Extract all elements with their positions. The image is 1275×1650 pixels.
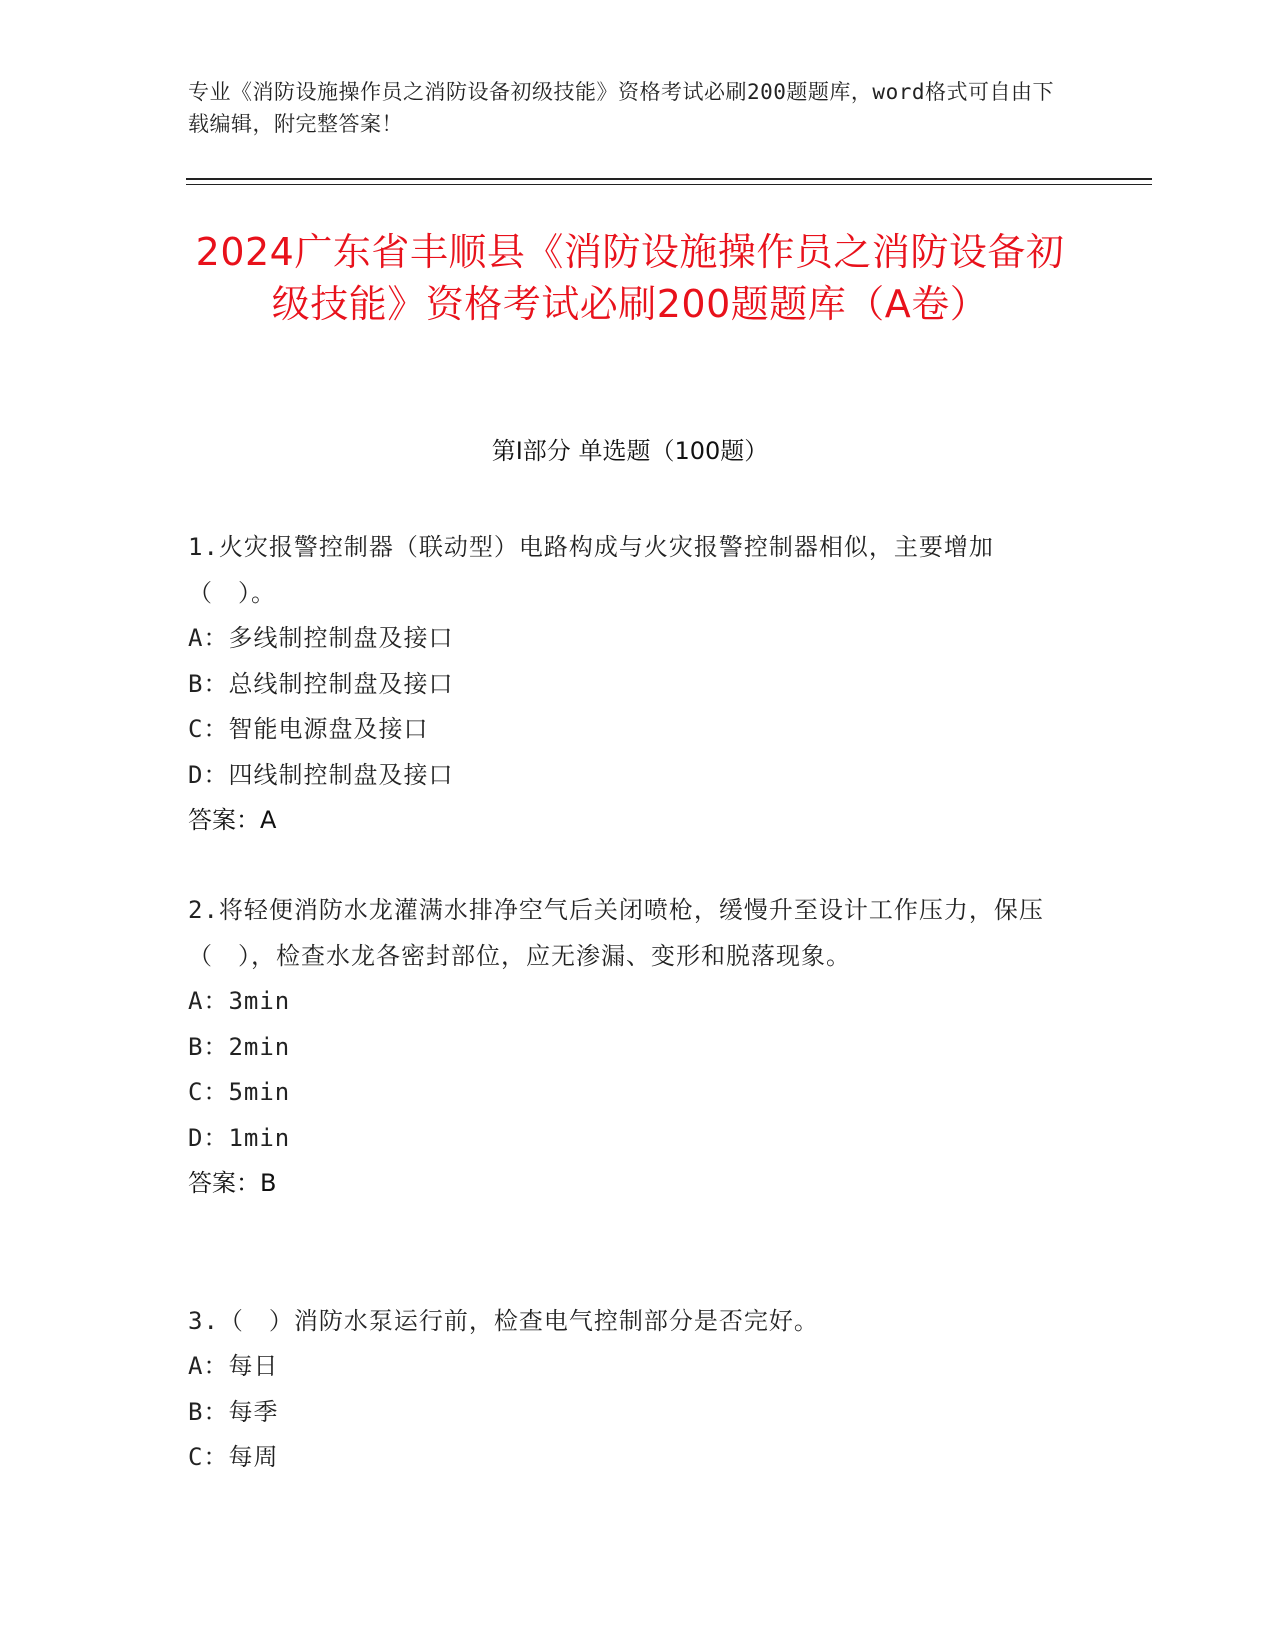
answer-line: 答案：A (188, 806, 277, 834)
question-stem: 1.火灾报警控制器（联动型）电路构成与火灾报警控制器相似，主要增加（ ）。 (188, 533, 994, 607)
header-divider-thick (186, 178, 1152, 180)
option-b: B：总线制控制盘及接口 (188, 669, 454, 698)
question-stem: 3.（ ）消防水泵运行前，检查电气控制部分是否完好。 (188, 1307, 819, 1335)
option-b: B：2min (188, 1032, 291, 1061)
option-a: A：多线制控制盘及接口 (188, 624, 454, 652)
option-a: A：3min (188, 987, 291, 1015)
page-title: 2024广东省丰顺县《消防设施操作员之消防设备初级技能》资格考试必刷200题题库（A卷） (195, 230, 1065, 326)
option-c: C：每周 (188, 1443, 279, 1471)
option-c: C：5min (188, 1078, 291, 1106)
option-b: B：每季 (188, 1397, 279, 1426)
answer-line: 答案：B (188, 1169, 277, 1197)
question-item (188, 524, 1068, 842)
question-item (188, 887, 1068, 1205)
option-a: A：每日 (188, 1352, 279, 1380)
section-title: 第Ⅰ部分 单选题（100题） (491, 437, 769, 465)
option-d: D：1min (188, 1123, 291, 1152)
option-d: D：四线制控制盘及接口 (188, 760, 454, 789)
option-c: C：智能电源盘及接口 (188, 715, 429, 743)
question-item (188, 1298, 1068, 1481)
question-stem: 2.将轻便消防水龙灌满水排净空气后关闭喷枪，缓慢升至设计工作压力，保压（ ），检查水龙各密封部位，应无渗漏、变形和脱落现象。 (188, 896, 1044, 970)
header-note: 专业《消防设施操作员之消防设备初级技能》资格考试必刷200题题库，word格式可自由下载编辑，附完整答案！ (188, 80, 1054, 136)
header-divider-thin (186, 184, 1152, 185)
